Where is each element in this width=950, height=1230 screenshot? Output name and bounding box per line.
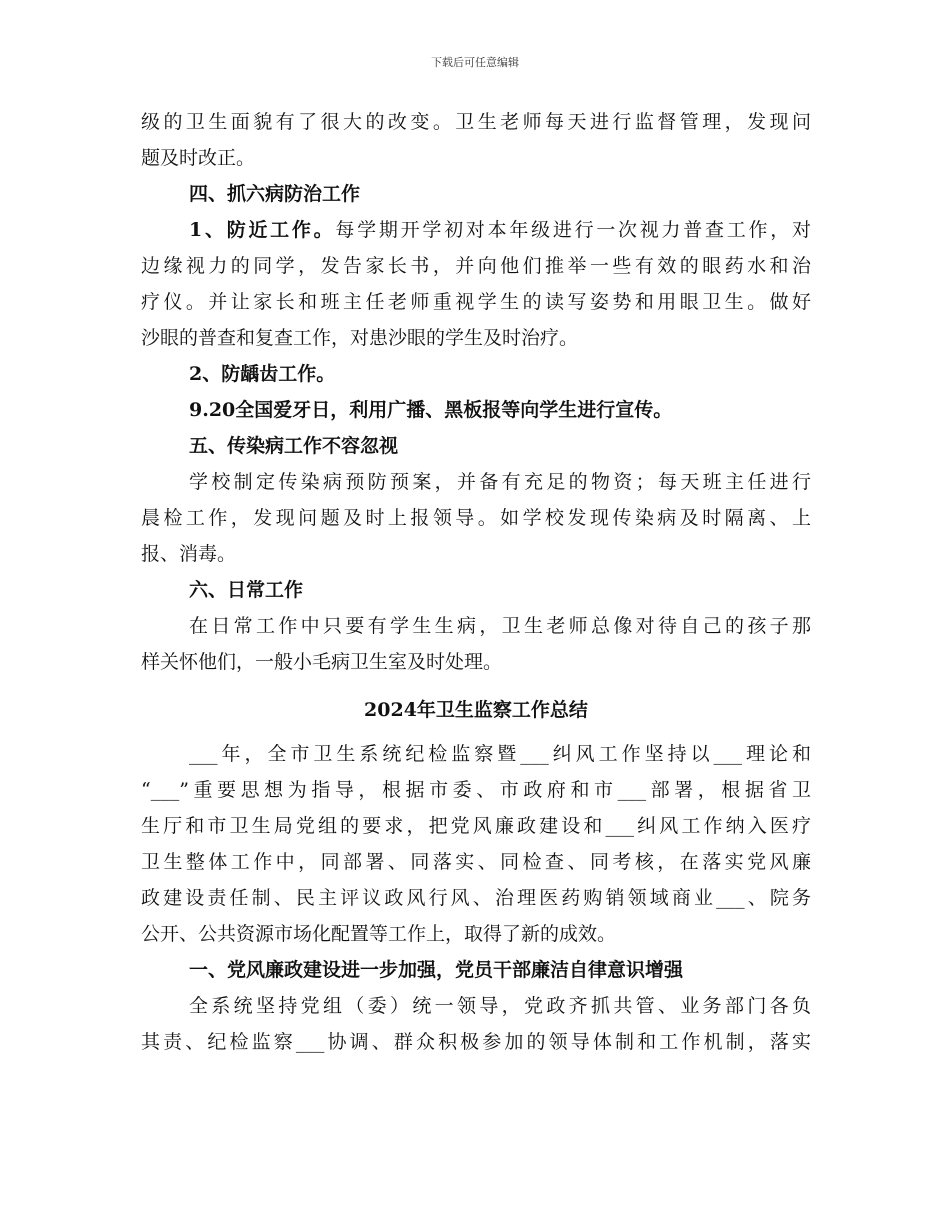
subheading-inline: 1、防近工作。 [189, 219, 336, 241]
paragraph-line: 边缘视力的同学，发告家长书，并向他们推举一些有效的眼药水和治 [141, 255, 811, 277]
paragraph-line: 晨检工作，发现问题及时上报领导。如学校发现传染病及时隔离、上 [141, 507, 811, 529]
paragraph-line [141, 212, 811, 248]
paragraph-line: 级的卫生面貌有了很大的改变。卫生老师每天进行监督管理，发现问 [141, 111, 811, 133]
paragraph-line: 全系统坚持党组（委）统一领导，党政齐抓共管、业务部门各负 [189, 995, 811, 1017]
paragraph-line: 沙眼的普查和复查工作，对患沙眼的学生及时治疗。 [141, 327, 579, 349]
paragraph-text: 每学期开学初对本年级进行一次视力普查工作，对 [335, 219, 811, 241]
paragraph-line: 在日常工作中只要有学生生病，卫生老师总像对待自己的孩子那 [189, 615, 811, 637]
section-heading-5: 五、传染病工作不容忽视 [189, 435, 399, 457]
subheading: 2、防龋齿工作。 [189, 363, 336, 385]
paragraph-line: 卫生整体工作中，同部署、同落实、同检查、同考核，在落实党风廉 [141, 851, 811, 873]
section-heading-4: 四、抓六病防治工作 [189, 183, 361, 205]
paragraph-line: 疗仪。并让家长和班主任老师重视学生的读写姿势和用眼卫生。做好 [141, 291, 811, 313]
document-title: 2024年卫生监察工作总结 [364, 699, 588, 721]
section-heading-6: 六、日常工作 [189, 579, 304, 601]
paragraph-line: 生厅和市卫生局党组的要求，把党风廉政建设和___纠风工作纳入医疗 [141, 815, 811, 837]
paragraph-line: 其责、纪检监察___协调、群众积极参加的领导体制和工作机制，落实 [141, 1031, 811, 1053]
paragraph-line: 学校制定传染病预防预案，并备有充足的物资；每天班主任进行 [189, 471, 811, 493]
paragraph-line: 报、消毒。 [141, 543, 237, 565]
section-heading-1: 一、党风廉政建设进一步加强，党员干部廉洁自律意识增强 [189, 959, 684, 981]
paragraph-line: “___”重要思想为指导，根据市委、市政府和市___部署，根据省卫 [141, 779, 811, 801]
paragraph-line: 公开、公共资源市场化配置等工作上，取得了新的成效。 [141, 923, 617, 945]
paragraph-line: 题及时改正。 [141, 147, 256, 169]
paragraph-line: 政建设责任制、民主评议政风行风、治理医药购销领域商业___、院务 [141, 887, 811, 909]
page-header-note: 下载后可任意编辑 [431, 56, 519, 69]
subheading: 9.20全国爱牙日，利用广播、黑板报等向学生进行宣传。 [189, 399, 673, 421]
paragraph-line: ___年，全市卫生系统纪检监察暨___纠风工作坚持以___理论和 [189, 743, 811, 765]
paragraph-line: 样关怀他们，一般小毛病卫生室及时处理。 [141, 651, 503, 673]
document-body [141, 104, 811, 1060]
